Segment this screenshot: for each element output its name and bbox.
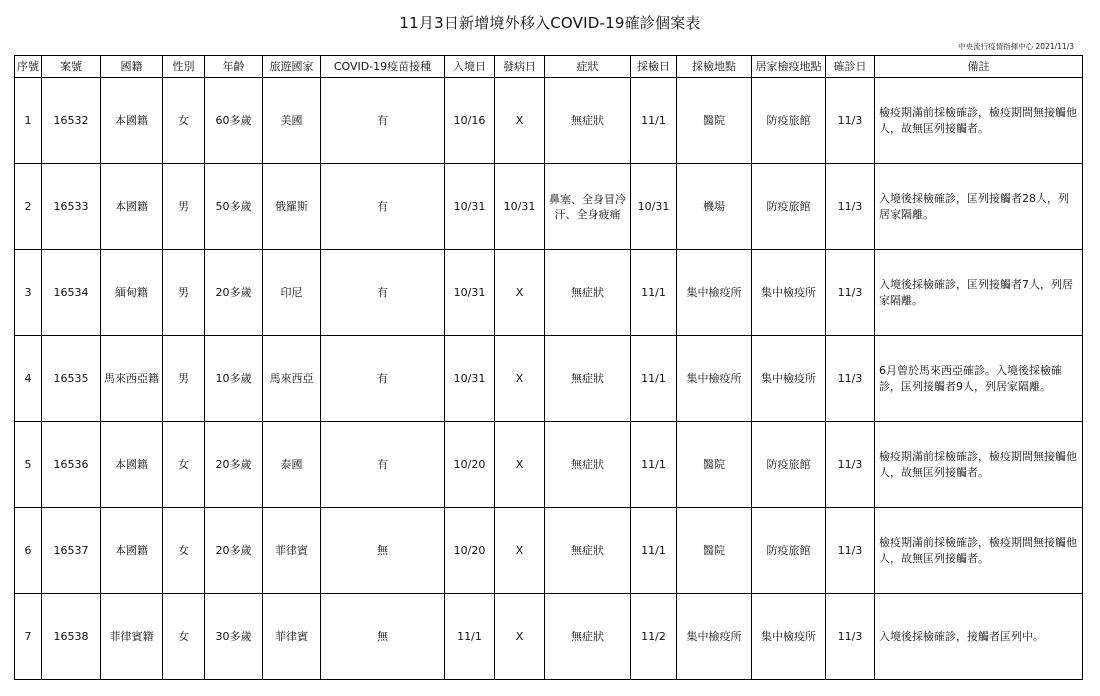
table-cell: 11/1 bbox=[445, 594, 495, 680]
table-cell: 醫院 bbox=[677, 78, 752, 164]
case-table bbox=[14, 55, 1083, 680]
table-cell: 有 bbox=[321, 78, 445, 164]
table-cell: 女 bbox=[163, 508, 205, 594]
table-cell: 美國 bbox=[263, 78, 321, 164]
table-cell: 醫院 bbox=[677, 422, 752, 508]
table-cell: 11/3 bbox=[826, 422, 875, 508]
table-cell: X bbox=[495, 508, 545, 594]
table-cell: 菲律賓籍 bbox=[101, 594, 163, 680]
table-cell: 11/1 bbox=[631, 336, 677, 422]
column-header: 採檢地點 bbox=[677, 56, 752, 78]
table-cell: 有 bbox=[321, 336, 445, 422]
source-note: 中央流行疫情指揮中心 2021/11/3 bbox=[958, 42, 1074, 51]
column-header: 案號 bbox=[42, 56, 101, 78]
table-cell: 10/31 bbox=[495, 164, 545, 250]
table-cell: 10/16 bbox=[445, 78, 495, 164]
table-cell: 無症狀 bbox=[545, 336, 631, 422]
table-cell: X bbox=[495, 594, 545, 680]
table-cell: 機場 bbox=[677, 164, 752, 250]
table-cell: 無 bbox=[321, 508, 445, 594]
table-cell: 有 bbox=[321, 250, 445, 336]
table-cell: 菲律賓 bbox=[263, 508, 321, 594]
table-cell: X bbox=[495, 422, 545, 508]
table-cell: 11/1 bbox=[631, 508, 677, 594]
table-cell: 4 bbox=[15, 336, 42, 422]
table-cell: 10/31 bbox=[445, 164, 495, 250]
table-cell: 16535 bbox=[42, 336, 101, 422]
note-cell: 入境後採檢確診，匡列接觸者28人，列居家隔離。 bbox=[875, 164, 1083, 250]
table-cell: 11/1 bbox=[631, 78, 677, 164]
table-cell: 馬來西亞籍 bbox=[101, 336, 163, 422]
table-cell: 印尼 bbox=[263, 250, 321, 336]
table-row bbox=[15, 250, 1083, 336]
column-header: 序號 bbox=[15, 56, 42, 78]
column-header: COVID-19疫苗接種 bbox=[321, 56, 445, 78]
table-cell: 男 bbox=[163, 250, 205, 336]
column-header: 備註 bbox=[875, 56, 1083, 78]
table-body bbox=[15, 78, 1083, 680]
table-cell: 1 bbox=[15, 78, 42, 164]
note-cell: 入境後採檢確診，接觸者匡列中。 bbox=[875, 594, 1083, 680]
table-cell: 20多歲 bbox=[205, 250, 263, 336]
column-header: 入境日 bbox=[445, 56, 495, 78]
table-cell: 集中檢疫所 bbox=[677, 594, 752, 680]
column-header: 年齡 bbox=[205, 56, 263, 78]
table-cell: 10多歲 bbox=[205, 336, 263, 422]
table-cell: 集中檢疫所 bbox=[752, 336, 826, 422]
table-cell: 16537 bbox=[42, 508, 101, 594]
table-cell: 防疫旅館 bbox=[752, 508, 826, 594]
table-cell: 10/20 bbox=[445, 508, 495, 594]
table-cell: 無症狀 bbox=[545, 250, 631, 336]
table-cell: 20多歲 bbox=[205, 508, 263, 594]
table-cell: 11/3 bbox=[826, 164, 875, 250]
table-cell: 無症狀 bbox=[545, 508, 631, 594]
table-cell: 男 bbox=[163, 336, 205, 422]
table-cell: 無 bbox=[321, 594, 445, 680]
table-cell: 馬來西亞 bbox=[263, 336, 321, 422]
column-header: 旅遊國家 bbox=[263, 56, 321, 78]
table-cell: 11/1 bbox=[631, 422, 677, 508]
table-row bbox=[15, 78, 1083, 164]
note-cell: 檢疫期滿前採檢確診，檢疫期間無接觸他人，故無匡列接觸者。 bbox=[875, 508, 1083, 594]
table-cell: 女 bbox=[163, 594, 205, 680]
table-cell: 集中檢疫所 bbox=[677, 250, 752, 336]
column-header: 症狀 bbox=[545, 56, 631, 78]
table-cell: 11/3 bbox=[826, 78, 875, 164]
table-cell: 鼻塞、全身冒冷汗、全身疲痛 bbox=[545, 164, 631, 250]
table-cell: X bbox=[495, 250, 545, 336]
table-cell: 11/2 bbox=[631, 594, 677, 680]
table-cell: 10/31 bbox=[445, 250, 495, 336]
table-cell: 無症狀 bbox=[545, 594, 631, 680]
column-header: 國籍 bbox=[101, 56, 163, 78]
table-row bbox=[15, 422, 1083, 508]
table-cell: 16532 bbox=[42, 78, 101, 164]
table-cell: 防疫旅館 bbox=[752, 422, 826, 508]
table-cell: 無症狀 bbox=[545, 78, 631, 164]
table-cell: X bbox=[495, 336, 545, 422]
table-cell: 無症狀 bbox=[545, 422, 631, 508]
table-cell: 3 bbox=[15, 250, 42, 336]
table-cell: 11/3 bbox=[826, 336, 875, 422]
table-cell: 有 bbox=[321, 422, 445, 508]
table-cell: 10/31 bbox=[445, 336, 495, 422]
document-title: 11月3日新增境外移入COVID-19確診個案表 bbox=[399, 14, 701, 32]
table-cell: 50多歲 bbox=[205, 164, 263, 250]
note-cell: 入境後採檢確診，匡列接觸者7人，列居家隔離。 bbox=[875, 250, 1083, 336]
table-cell: 11/3 bbox=[826, 508, 875, 594]
table-row bbox=[15, 336, 1083, 422]
table-cell: X bbox=[495, 78, 545, 164]
table-cell: 集中檢疫所 bbox=[752, 594, 826, 680]
table-cell: 6 bbox=[15, 508, 42, 594]
column-header: 性別 bbox=[163, 56, 205, 78]
table-cell: 有 bbox=[321, 164, 445, 250]
note-cell: 6月曾於馬來西亞確診。入境後採檢確診，匡列接觸者9人，列居家隔離。 bbox=[875, 336, 1083, 422]
table-cell: 2 bbox=[15, 164, 42, 250]
table-cell: 本國籍 bbox=[101, 164, 163, 250]
table-cell: 10/20 bbox=[445, 422, 495, 508]
note-cell: 檢疫期滿前採檢確診，檢疫期間無接觸他人，故無匡列接觸者。 bbox=[875, 78, 1083, 164]
table-cell: 20多歲 bbox=[205, 422, 263, 508]
table-cell: 女 bbox=[163, 422, 205, 508]
table-row bbox=[15, 164, 1083, 250]
column-header: 居家檢疫地點 bbox=[752, 56, 826, 78]
column-header: 發病日 bbox=[495, 56, 545, 78]
table-cell: 集中檢疫所 bbox=[752, 250, 826, 336]
table-row bbox=[15, 508, 1083, 594]
table-cell: 緬甸籍 bbox=[101, 250, 163, 336]
column-header: 採檢日 bbox=[631, 56, 677, 78]
table-cell: 11/3 bbox=[826, 250, 875, 336]
table-row bbox=[15, 594, 1083, 680]
table-cell: 11/1 bbox=[631, 250, 677, 336]
table-cell: 防疫旅館 bbox=[752, 78, 826, 164]
table-cell: 16533 bbox=[42, 164, 101, 250]
table-cell: 集中檢疫所 bbox=[677, 336, 752, 422]
table-cell: 泰國 bbox=[263, 422, 321, 508]
table-cell: 菲律賓 bbox=[263, 594, 321, 680]
table-cell: 11/3 bbox=[826, 594, 875, 680]
table-cell: 防疫旅館 bbox=[752, 164, 826, 250]
table-cell: 16538 bbox=[42, 594, 101, 680]
table-cell: 本國籍 bbox=[101, 78, 163, 164]
column-header: 確診日 bbox=[826, 56, 875, 78]
header-row bbox=[15, 56, 1083, 78]
table-cell: 60多歲 bbox=[205, 78, 263, 164]
table-cell: 本國籍 bbox=[101, 422, 163, 508]
table-cell: 16536 bbox=[42, 422, 101, 508]
table-cell: 俄羅斯 bbox=[263, 164, 321, 250]
table-cell: 醫院 bbox=[677, 508, 752, 594]
table-cell: 30多歲 bbox=[205, 594, 263, 680]
table-cell: 5 bbox=[15, 422, 42, 508]
table-cell: 本國籍 bbox=[101, 508, 163, 594]
table-cell: 7 bbox=[15, 594, 42, 680]
table-cell: 男 bbox=[163, 164, 205, 250]
table-cell: 16534 bbox=[42, 250, 101, 336]
table-cell: 10/31 bbox=[631, 164, 677, 250]
note-cell: 檢疫期滿前採檢確診，檢疫期間無接觸他人，故無匡列接觸者。 bbox=[875, 422, 1083, 508]
table-cell: 女 bbox=[163, 78, 205, 164]
